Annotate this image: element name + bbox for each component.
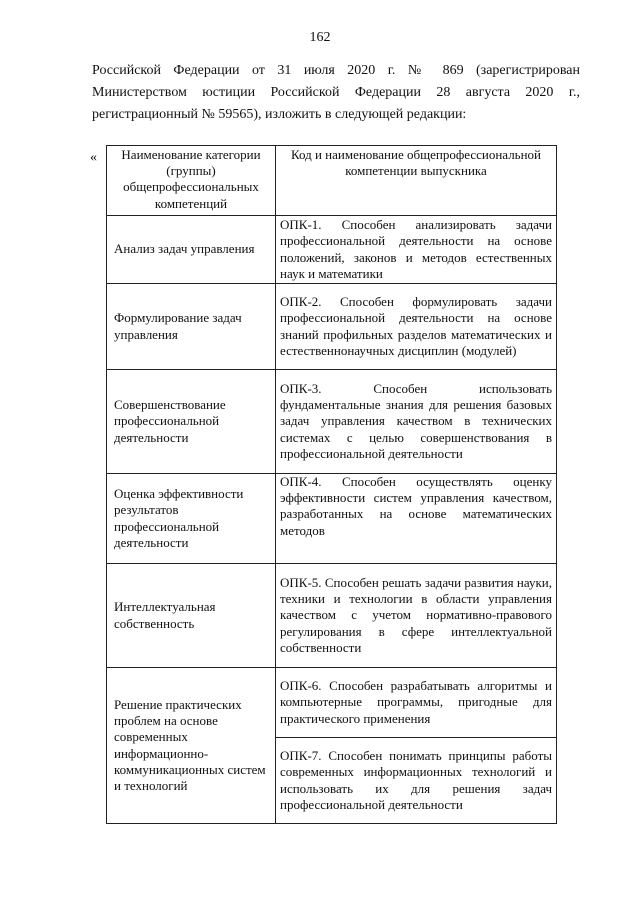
table-row	[107, 474, 557, 564]
competence-text: ОПК-7. Способен понимать принципы работы современных информационных технологий и использовать их для решения задач профессиональной деятельности	[280, 748, 552, 812]
table-row	[107, 564, 557, 668]
competence-text: ОПК-2. Способен формулировать задачи профессиональной деятельности на основе знаний профильных разделов математических и естественнонаучных дисциплин (модулей)	[280, 294, 552, 358]
code-cell	[276, 216, 557, 284]
code-cell	[276, 738, 557, 824]
table-row	[107, 216, 557, 284]
category-cell: Интеллектуальная собственность	[107, 564, 276, 668]
table-row	[107, 284, 557, 370]
opening-quote: «	[90, 150, 97, 165]
intro-line: Российской Федерации от 31 июля 2020 г. № 869 (зарегистрирован	[92, 63, 580, 78]
table-row	[107, 370, 557, 474]
table-row	[107, 668, 557, 738]
competence-text: ОПК-1. Способен анализировать задачи профессиональной деятельности на основе положений, законов и методов естественных наук и математики	[280, 217, 552, 281]
competencies-table	[106, 145, 557, 824]
competence-text: ОПК-5. Способен решать задачи развития науки, техники и технологии в области управления качеством с учетом нормативно-правового регулирования в сфере интеллектуальной собственности	[280, 574, 552, 655]
intro-line: Министерством юстиции Российской Федерации 28 августа 2020 г.,	[92, 85, 580, 100]
competence-text: ОПК-3. Способен использовать фундаментальные знания для решения базовых задач управления качеством в технических системах с целью совершенствования в профессиональной деятельности	[280, 380, 552, 461]
code-cell	[276, 474, 557, 564]
code-cell	[276, 668, 557, 738]
competence-text: ОПК-6. Способен разрабатывать алгоритмы и компьютерные программы, пригодные для практического применения	[280, 678, 552, 726]
page-number: 162	[309, 30, 331, 45]
category-cell: Совершенствование профессиональной деятельности	[107, 370, 276, 474]
category-cell: Формулирование задач управления	[107, 284, 276, 370]
table-header-row	[107, 146, 557, 216]
category-cell: Оценка эффективности результатов профессиональной деятельности	[107, 474, 276, 564]
code-cell	[276, 370, 557, 474]
header-category: Наименование категории (группы) общепрофессиональных компетенций	[107, 146, 276, 216]
code-cell	[276, 564, 557, 668]
header-code: Код и наименование общепрофессиональной компетенции выпускника	[276, 146, 557, 216]
intro-paragraph	[92, 60, 580, 126]
competence-text: ОПК-4. Способен осуществлять оценку эффективности систем управления качеством, разработанных на основе математических методов	[280, 474, 552, 538]
category-cell: Анализ задач управления	[107, 216, 276, 284]
intro-line: регистрационный № 59565), изложить в следующей редакции:	[92, 107, 467, 122]
category-cell: Решение практических проблем на основе современных информационно-коммуникационных систем и технологий	[107, 668, 276, 824]
code-cell	[276, 284, 557, 370]
